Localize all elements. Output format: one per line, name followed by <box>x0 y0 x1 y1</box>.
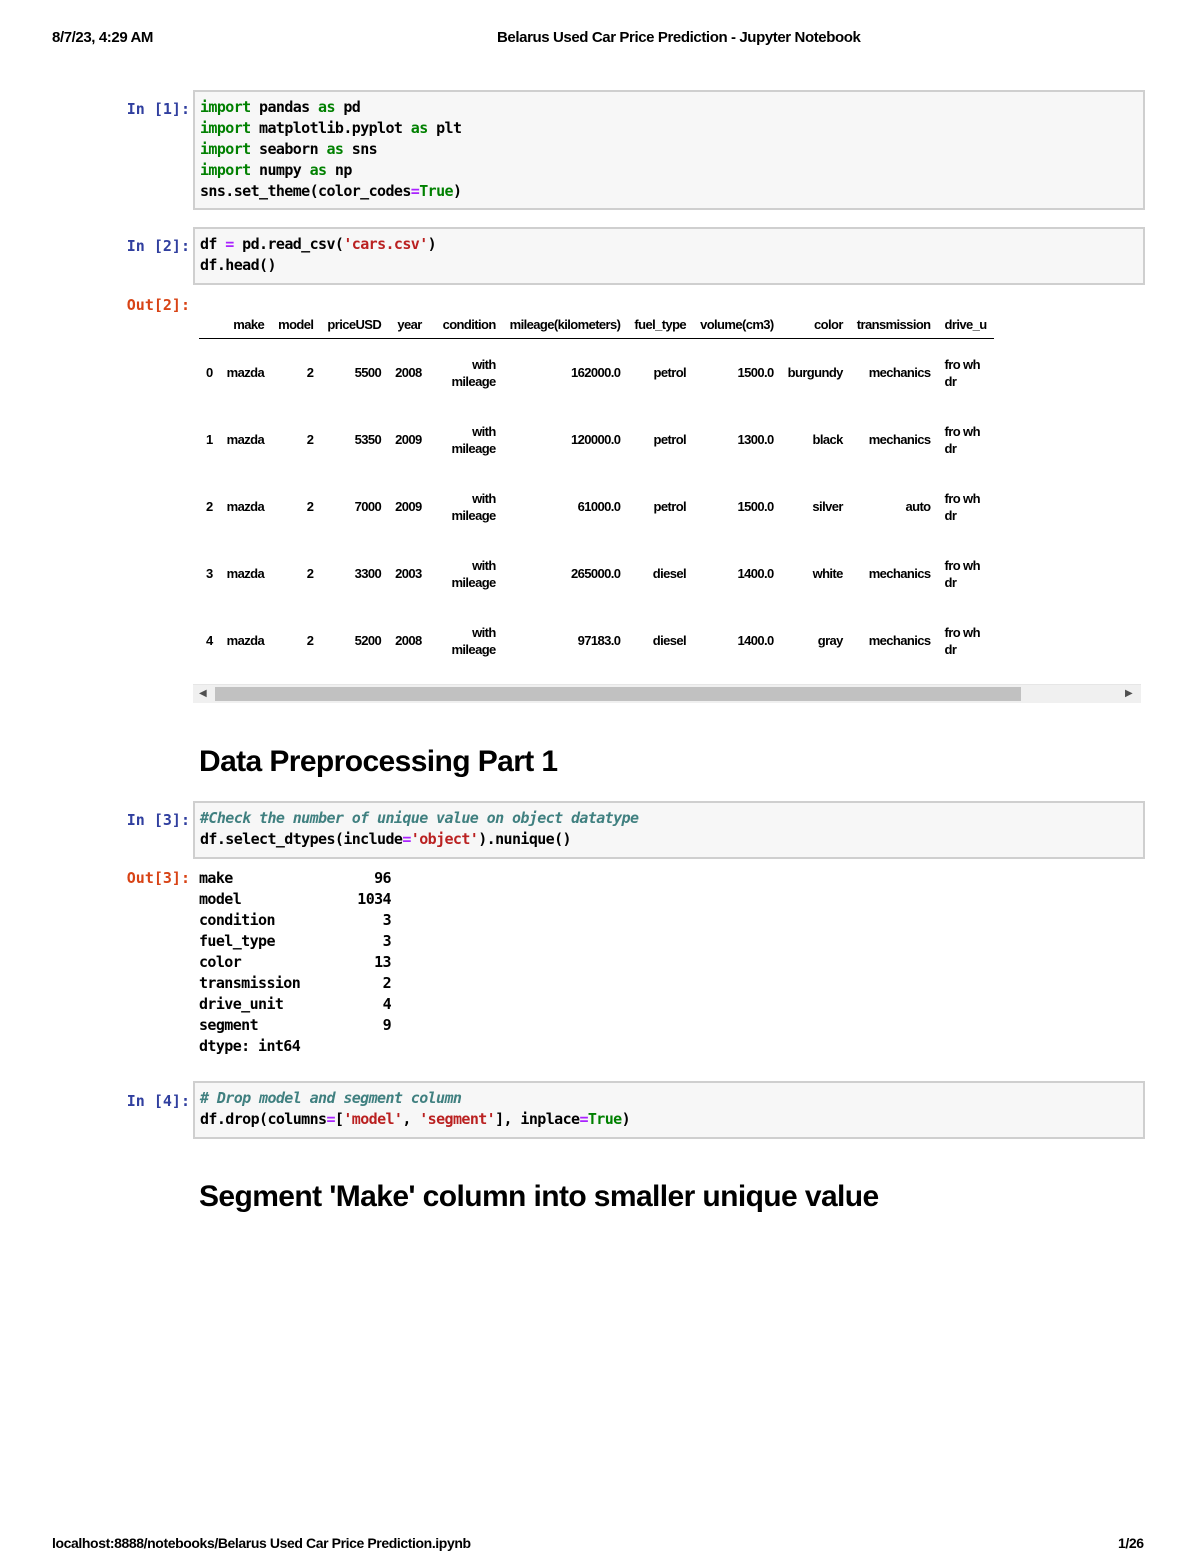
cell-2-prompt: In [2]: <box>126 237 190 255</box>
column-header: model <box>271 310 320 339</box>
series-dtype: dtype: int64 <box>199 1037 301 1055</box>
table-cell: mechanics <box>868 432 931 447</box>
table-cell: 2 <box>306 365 314 380</box>
table-cell: 1500.0 <box>737 365 774 380</box>
table-header-row <box>199 310 994 339</box>
str-cars-csv: 'cars.csv' <box>343 235 428 253</box>
series-key: segment <box>199 1016 259 1034</box>
table-cell: with mileage <box>451 356 496 389</box>
table-cell: 3300 <box>354 566 382 581</box>
tok: df <box>200 235 226 253</box>
series-key: fuel_type <box>199 932 275 950</box>
cell-2-input[interactable] <box>193 227 1145 285</box>
series-line <box>199 1015 391 1036</box>
table-cell: 5500 <box>354 365 382 380</box>
triangle-right-icon[interactable]: ▶ <box>1125 688 1133 699</box>
table-cell: mazda <box>226 499 265 514</box>
row-index: 3 <box>206 566 213 581</box>
kw-import: import <box>200 119 251 137</box>
table-cell: 2008 <box>395 365 422 380</box>
column-header: make <box>220 310 271 339</box>
series-key: condition <box>199 911 275 929</box>
column-header: condition <box>429 310 503 339</box>
column-header: drive_u <box>938 310 994 339</box>
kw-true: True <box>419 182 453 200</box>
series-value: 1034 <box>357 890 391 908</box>
table-cell: mazda <box>226 566 265 581</box>
table-cell: 2 <box>306 499 314 514</box>
table-cell: mechanics <box>868 566 931 581</box>
tok: df.head() <box>200 256 276 274</box>
column-header: color <box>781 310 850 339</box>
tok: numpy <box>250 161 310 179</box>
table-cell: diesel <box>652 566 687 581</box>
table-cell: 1400.0 <box>737 566 774 581</box>
table-cell: 1300.0 <box>737 432 774 447</box>
table-cell: black <box>812 432 843 447</box>
cell-3-prompt: In [3]: <box>126 811 190 829</box>
print-title: Belarus Used Car Price Prediction - Jupyter Notebook <box>497 29 861 46</box>
series-value: 4 <box>382 995 391 1013</box>
table-cell: burgundy <box>787 365 843 380</box>
cell-4-prompt: In [4]: <box>126 1092 190 1110</box>
table-cell: fro wh dr <box>944 624 980 657</box>
index-header <box>199 310 220 339</box>
heading-segment-make: Segment 'Make' column into smaller unique value <box>199 1180 879 1213</box>
tok: matplotlib.pyplot <box>250 119 411 137</box>
table-body <box>199 339 994 675</box>
tok: seaborn <box>250 140 327 158</box>
table-cell: auto <box>905 499 931 514</box>
tok: ).nunique() <box>478 830 571 848</box>
table-row <box>199 339 994 407</box>
series-line <box>199 889 391 910</box>
comment: #Check the number of unique value on object datatype <box>200 809 639 827</box>
kw-as: as <box>326 140 344 158</box>
cell-3-out-prompt: Out[3]: <box>126 869 190 887</box>
table-cell: 2009 <box>395 432 422 447</box>
series-value: 2 <box>382 974 391 992</box>
table-cell: white <box>812 566 843 581</box>
series-line <box>199 952 391 973</box>
triangle-left-icon[interactable]: ◀ <box>199 688 207 699</box>
table-cell: 5200 <box>354 633 382 648</box>
table-cell: 61000.0 <box>577 499 621 514</box>
table-row <box>199 607 994 674</box>
row-index: 1 <box>206 432 213 447</box>
kw-as: as <box>318 98 335 116</box>
table-cell: 162000.0 <box>570 365 621 380</box>
table-cell: 2 <box>306 566 314 581</box>
kw-true: True <box>587 1110 622 1128</box>
table-cell: mechanics <box>868 633 931 648</box>
table-row <box>199 540 994 607</box>
tok: ) <box>427 235 437 253</box>
kw-as: as <box>410 119 428 137</box>
cell-4-code <box>200 1088 1138 1130</box>
op-eq: = <box>225 235 234 253</box>
row-index: 4 <box>206 633 213 648</box>
table-cell: fro wh dr <box>944 557 980 590</box>
tok: ], inplace <box>495 1110 580 1128</box>
table-cell: with mileage <box>451 423 496 456</box>
series-line <box>199 931 391 952</box>
series-value: 3 <box>382 911 391 929</box>
tok: pd.read_csv( <box>233 235 344 253</box>
op-eq: = <box>579 1110 588 1128</box>
kw-as: as <box>309 161 327 179</box>
tok: pd <box>334 98 361 116</box>
cell-2-code <box>200 234 1138 276</box>
scrollbar-thumb[interactable] <box>215 687 1021 701</box>
table-cell: petrol <box>653 365 687 380</box>
cell-1-prompt: In [1]: <box>126 100 190 118</box>
table-cell: diesel <box>652 633 687 648</box>
table-cell: 2 <box>306 633 314 648</box>
table-cell: silver <box>812 499 843 514</box>
column-header: transmission <box>850 310 938 339</box>
str-model: 'model' <box>343 1110 403 1128</box>
table-cell: 2003 <box>395 566 422 581</box>
series-line <box>199 910 391 931</box>
series-key: model <box>199 890 242 908</box>
tok: pandas <box>250 98 319 116</box>
table-cell: 7000 <box>354 499 382 514</box>
cell-3-input[interactable] <box>193 801 1145 859</box>
str-segment: 'segment' <box>419 1110 496 1128</box>
tok: [ <box>334 1110 344 1128</box>
table-cell: 265000.0 <box>570 566 621 581</box>
op-eq: = <box>402 830 411 848</box>
series-key: drive_unit <box>199 995 284 1013</box>
print-page-number: 1/26 <box>1118 1535 1144 1551</box>
tok: , <box>402 1110 420 1128</box>
op-eq: = <box>326 1110 335 1128</box>
series-key: color <box>199 953 242 971</box>
table-cell: 1500.0 <box>737 499 774 514</box>
table-cell: 2008 <box>395 633 422 648</box>
series-value: 3 <box>382 932 391 950</box>
table-cell: mazda <box>226 365 265 380</box>
str-object: 'object' <box>410 830 479 848</box>
dataframe-table <box>199 310 994 674</box>
table-cell: mazda <box>226 432 265 447</box>
comment: # Drop model and segment column <box>200 1089 462 1107</box>
cell-1-code <box>200 97 1138 202</box>
column-header: fuel_type <box>627 310 693 339</box>
tok: plt <box>427 119 462 137</box>
table-cell: gray <box>817 633 843 648</box>
tok: df.select_dtypes(include <box>200 830 403 848</box>
table-cell: 1400.0 <box>737 633 774 648</box>
cell-4-input[interactable] <box>193 1081 1145 1139</box>
cell-1-input[interactable] <box>193 90 1145 210</box>
table-cell: mechanics <box>868 365 931 380</box>
kw-import: import <box>200 98 251 116</box>
row-index: 0 <box>206 365 213 380</box>
table-row <box>199 406 994 473</box>
cell-2-out-prompt: Out[2]: <box>126 296 190 314</box>
table-cell: petrol <box>653 499 687 514</box>
series-line <box>199 973 391 994</box>
table-cell: with mileage <box>451 557 496 590</box>
kw-import: import <box>200 161 251 179</box>
table-cell: mazda <box>226 633 265 648</box>
column-header: volume(cm3) <box>693 310 781 339</box>
tok: ) <box>621 1110 631 1128</box>
series-line <box>199 868 391 889</box>
table-cell: 97183.0 <box>577 633 621 648</box>
kw-import: import <box>200 140 251 158</box>
tok: ) <box>452 182 462 200</box>
table-cell: 2009 <box>395 499 422 514</box>
print-datetime: 8/7/23, 4:29 AM <box>52 29 153 46</box>
op-eq: = <box>410 182 420 200</box>
series-value: 13 <box>374 953 391 971</box>
table-cell: fro wh dr <box>944 490 980 523</box>
table-cell: fro wh dr <box>944 423 980 456</box>
column-header: year <box>388 310 429 339</box>
series-value: 9 <box>382 1016 391 1034</box>
series-value: 96 <box>374 869 391 887</box>
print-url: localhost:8888/notebooks/Belarus Used Car Price Prediction.ipynb <box>52 1535 471 1551</box>
tok: np <box>326 161 352 179</box>
tok: df.drop(columns <box>200 1110 327 1128</box>
cell-3-code <box>200 808 1138 850</box>
nunique-output <box>199 868 391 1057</box>
table-cell: petrol <box>653 432 687 447</box>
table-cell: fro wh dr <box>944 356 980 389</box>
column-header: priceUSD <box>320 310 388 339</box>
table-cell: 120000.0 <box>570 432 621 447</box>
series-key: transmission <box>199 974 301 992</box>
horizontal-scrollbar[interactable] <box>193 684 1141 703</box>
dataframe-output <box>199 310 1141 680</box>
table-cell: 2 <box>306 432 314 447</box>
heading-data-preprocessing: Data Preprocessing Part 1 <box>199 745 558 778</box>
table-cell: with mileage <box>451 490 496 523</box>
tok: sns.set_theme(color_codes <box>200 182 411 200</box>
series-line <box>199 994 391 1015</box>
table-row <box>199 473 994 540</box>
tok: sns <box>343 140 378 158</box>
table-cell: with mileage <box>451 624 496 657</box>
series-key: make <box>199 869 233 887</box>
row-index: 2 <box>206 499 213 514</box>
column-header: mileage(kilometers) <box>503 310 628 339</box>
table-cell: 5350 <box>354 432 382 447</box>
